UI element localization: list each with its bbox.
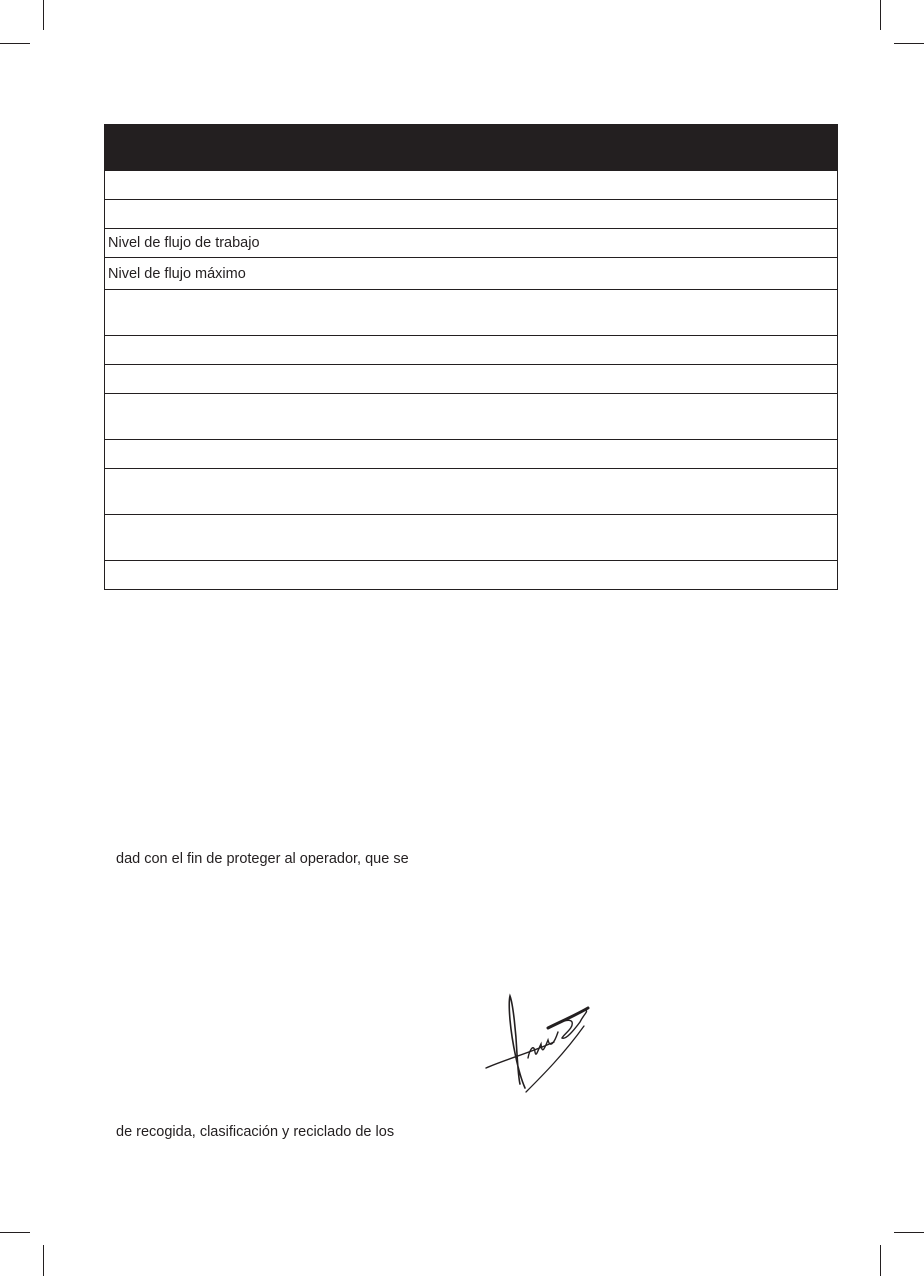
table-cell [105, 440, 838, 469]
table-cell [105, 469, 838, 515]
specifications-table [104, 124, 838, 590]
table-row [105, 171, 838, 200]
table-row [105, 229, 838, 258]
table-row [105, 440, 838, 469]
body-text-line: de recogida, clasificación y reciclado de los [116, 1124, 395, 1140]
table-row [105, 394, 838, 440]
table-row [105, 336, 838, 365]
table-cell [105, 394, 838, 440]
table-cell: Nivel de flujo máximo [105, 258, 838, 290]
table-cell [105, 290, 838, 336]
table-cell [105, 561, 838, 590]
handwritten-signature-icon [484, 992, 592, 1094]
table-row [105, 290, 838, 336]
table-cell [105, 365, 838, 394]
table-row [105, 561, 838, 590]
table-header-row [105, 125, 838, 171]
crop-mark [0, 1232, 30, 1233]
crop-mark [894, 43, 924, 44]
table-cell [105, 171, 838, 200]
table-row [105, 469, 838, 515]
crop-mark [0, 43, 30, 44]
table-cell [105, 515, 838, 561]
table-cell [105, 336, 838, 365]
table-row [105, 365, 838, 394]
crop-mark [894, 1232, 924, 1233]
crop-mark [880, 1245, 881, 1276]
crop-mark [43, 1245, 44, 1276]
table-cell: Nivel de flujo de trabajo [105, 229, 838, 258]
body-text-line: dad con el fin de proteger al operador, que se [116, 851, 409, 867]
table-row [105, 200, 838, 229]
table-row [105, 515, 838, 561]
table-row [105, 258, 838, 290]
table-cell [105, 200, 838, 229]
crop-mark [880, 0, 881, 30]
crop-mark [43, 0, 44, 30]
